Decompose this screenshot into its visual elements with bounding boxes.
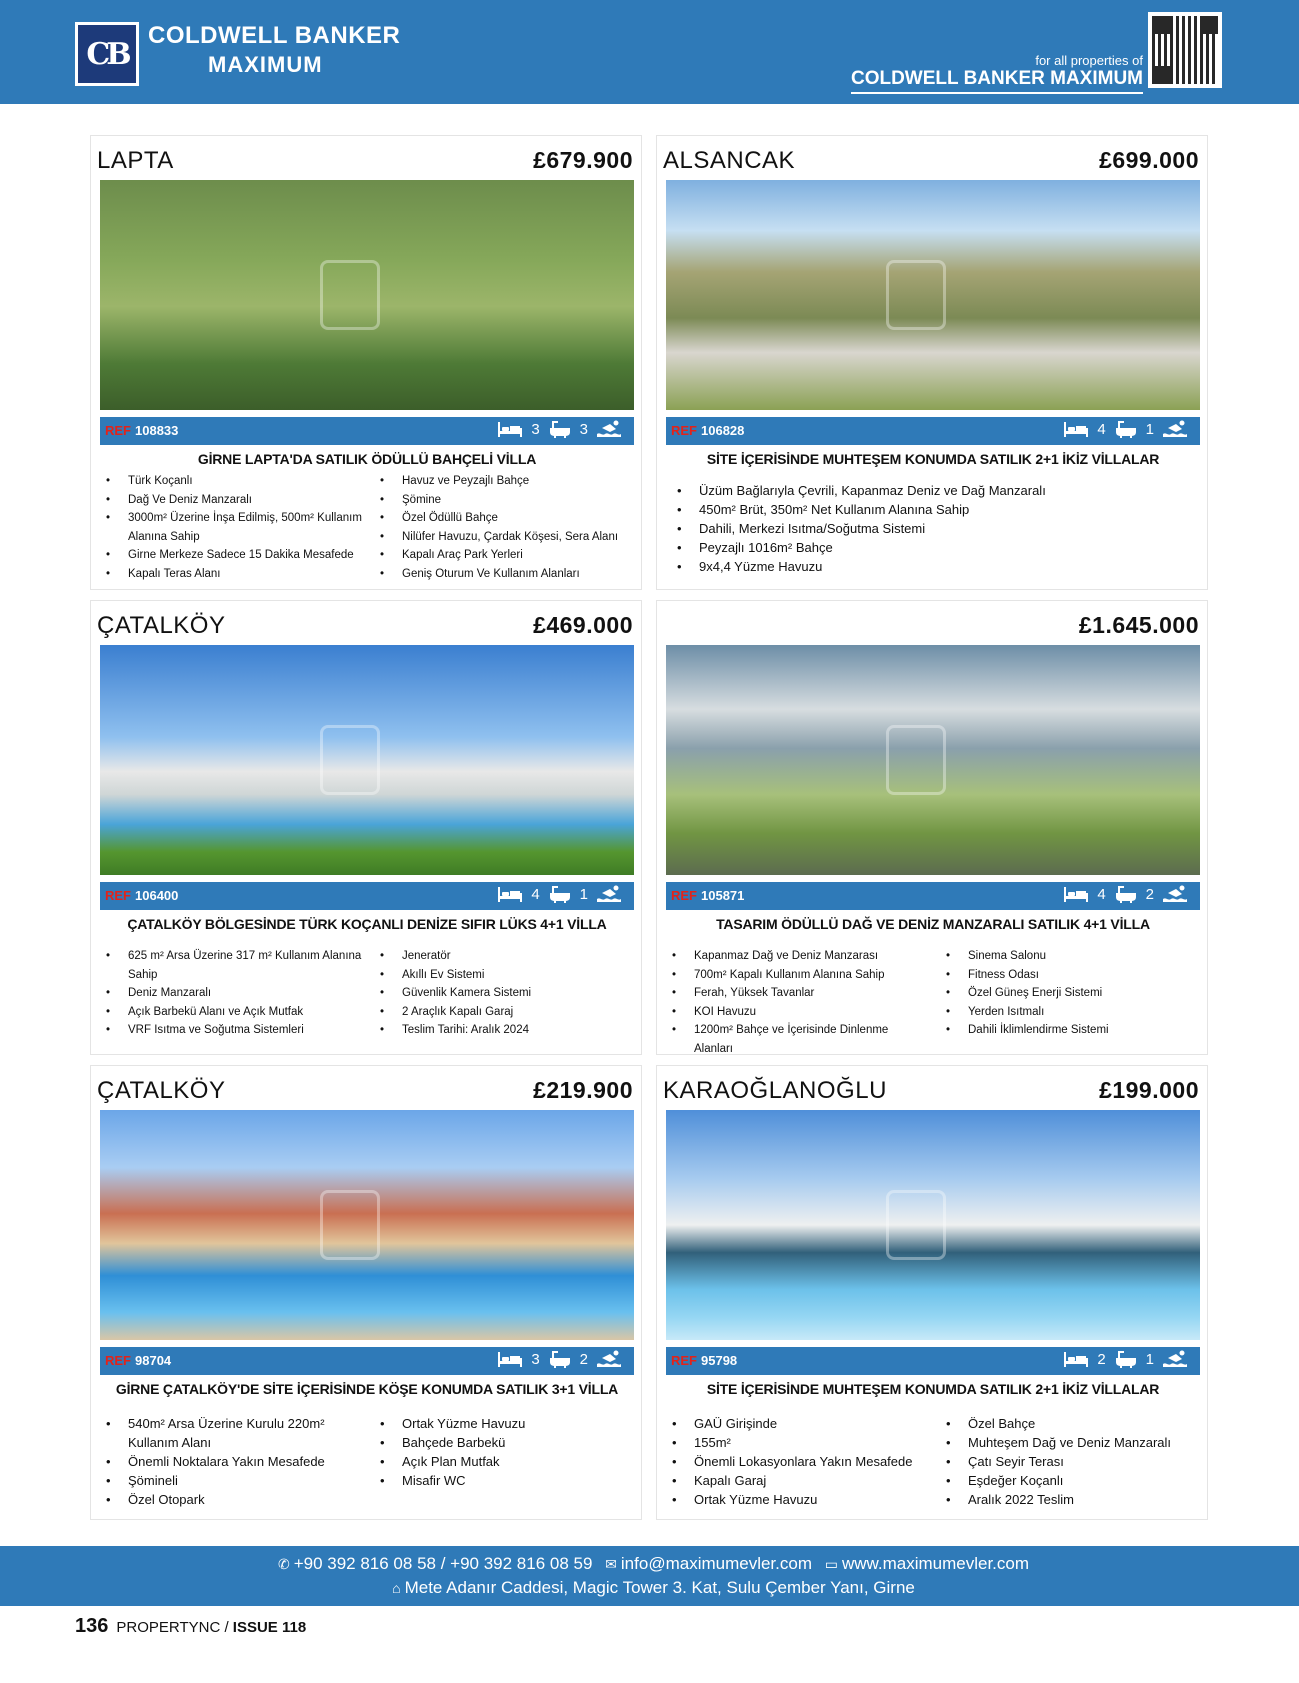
feature-item: • Muhteşem Dağ ve Deniz Manzaralı	[940, 1433, 1202, 1452]
feature-list-right	[374, 1414, 636, 1490]
feature-list-right	[940, 1414, 1202, 1509]
location-icon: ⌂	[392, 1580, 401, 1596]
feature-item: • Şömine	[374, 491, 636, 510]
feature-list-left	[100, 1414, 362, 1509]
ref-bar	[100, 417, 634, 445]
feature-item: • Bahçede Barbekü	[374, 1433, 636, 1452]
footer-website[interactable]: www.maximumevler.com	[841, 1554, 1030, 1573]
listing-price: £679.900	[533, 147, 633, 173]
feature-item: • KOI Havuzu	[666, 1003, 928, 1022]
feature-item: • Dağ Ve Deniz Manzaralı	[100, 491, 362, 510]
pool-icon	[596, 1350, 624, 1368]
feature-list-left	[100, 947, 362, 1040]
coldwell-banker-logo: CB	[75, 22, 139, 86]
phone-icon: ✆	[277, 1556, 290, 1572]
ref-number: 108833	[135, 423, 179, 438]
feature-item: • Dahili İklimlendirme Sistemi	[940, 1021, 1202, 1040]
listing-card[interactable]	[90, 135, 642, 590]
feature-item: • Önemli Lokasyonlara Yakın Mesafede	[666, 1452, 928, 1471]
bed-count: 4	[1097, 420, 1106, 438]
page-footer	[75, 1615, 306, 1638]
listing-location: ÇATALKÖY	[97, 612, 226, 639]
brand-name: COLDWELL BANKER	[148, 22, 401, 49]
feature-item: • Önemli Noktalara Yakın Mesafede	[100, 1452, 362, 1471]
ref-number: 106828	[701, 423, 745, 438]
listing-card[interactable]	[90, 600, 642, 1055]
monitor-icon: ▭	[824, 1556, 838, 1572]
feature-item: • Açık Barbekü Alanı ve Açık Mutfak	[100, 1003, 362, 1022]
issue-number: ISSUE 118	[232, 1619, 307, 1636]
listing-price: £199.000	[1099, 1077, 1199, 1103]
bath-count: 1	[579, 885, 588, 903]
bed-count: 4	[1097, 885, 1106, 903]
ref-bar	[666, 417, 1200, 445]
pool-icon	[1162, 1350, 1190, 1368]
header-tagline-brand: COLDWELL BANKER MAXIMUM	[851, 68, 1143, 94]
bath-count: 2	[1145, 885, 1154, 903]
listing-location: ALSANCAK	[663, 147, 796, 174]
feature-item: • 700m² Kapalı Kullanım Alanına Sahip	[666, 966, 928, 985]
property-photo[interactable]	[666, 1110, 1200, 1340]
ref-number: 106400	[135, 888, 179, 903]
listing-location: ÇATALKÖY	[97, 1077, 226, 1104]
listing-price: £1.645.000	[1078, 612, 1199, 638]
feature-item: • Dahili, Merkezi Isıtma/Soğutma Sistemi	[671, 519, 1191, 538]
bed-icon	[1063, 885, 1089, 903]
feature-item: • Şömineli	[100, 1471, 362, 1490]
feature-item: • Nilüfer Havuzu, Çardak Köşesi, Sera Alanı	[374, 528, 636, 547]
feature-item: • 1200m² Bahçe ve İçerisinde Dinlenme Alanları	[666, 1021, 928, 1058]
bed-icon	[497, 420, 523, 438]
bed-icon	[1063, 420, 1089, 438]
property-photo[interactable]	[100, 645, 634, 875]
feature-item: • Deniz Manzaralı	[100, 984, 362, 1003]
feature-item: • Akıllı Ev Sistemi	[374, 966, 636, 985]
listing-title: ÇATALKÖY BÖLGESİNDE TÜRK KOÇANLI DENİZE SIFIR LÜKS 4+1 VİLLA	[127, 916, 607, 932]
watermark-logo	[886, 1190, 946, 1260]
listing-location: KARAOĞLANOĞLU	[663, 1077, 887, 1104]
bath-icon	[548, 885, 572, 903]
contact-footer	[0, 1546, 1299, 1606]
bed-icon	[497, 885, 523, 903]
listing-location: LAPTA	[97, 147, 174, 174]
bed-count: 3	[531, 1350, 540, 1368]
feature-item: • 3000m² Üzerine İnşa Edilmiş, 500m² Kullanım Alanına Sahip	[100, 509, 362, 546]
email-icon: ✉	[605, 1556, 617, 1572]
footer-email[interactable]: info@maximumevler.com	[620, 1554, 812, 1573]
brand-subname: MAXIMUM	[208, 52, 323, 77]
feature-item: • Ortak Yüzme Havuzu	[374, 1414, 636, 1433]
feature-item: • Yerden Isıtmalı	[940, 1003, 1202, 1022]
feature-item: • Açık Plan Mutfak	[374, 1452, 636, 1471]
feature-list-left	[100, 472, 362, 583]
footer-phone[interactable]: +90 392 816 08 58 / +90 392 816 08 59	[293, 1554, 593, 1573]
ref-bar	[100, 1347, 634, 1375]
property-photo[interactable]	[100, 1110, 634, 1340]
feature-item: • Kapalı Teras Alanı	[100, 565, 362, 584]
listing-card[interactable]	[656, 600, 1208, 1055]
feature-item: • 540m² Arsa Üzerine Kurulu 220m² Kullanım Alanı	[100, 1414, 362, 1452]
feature-list-right	[374, 947, 636, 1040]
footer-address: Mete Adanır Caddesi, Magic Tower 3. Kat, Sulu Çember Yanı, Girne	[404, 1578, 915, 1597]
feature-item: • 155m²	[666, 1433, 928, 1452]
feature-item: • Kapanmaz Dağ ve Deniz Manzarası	[666, 947, 928, 966]
feature-item: • GAÜ Girişinde	[666, 1414, 928, 1433]
feature-item: • Havuz ve Peyzajlı Bahçe	[374, 472, 636, 491]
bath-icon	[548, 1350, 572, 1368]
watermark-logo	[320, 725, 380, 795]
bed-count: 4	[531, 885, 540, 903]
feature-item: • Peyzajlı 1016m² Bahçe	[671, 538, 1191, 557]
watermark-logo	[320, 1190, 380, 1260]
feature-list-left	[666, 1414, 928, 1509]
ref-number: 95798	[701, 1353, 738, 1368]
bed-icon	[1063, 1350, 1089, 1368]
ref-label: REF	[105, 888, 131, 903]
feature-item: • Jeneratör	[374, 947, 636, 966]
listing-price: £699.000	[1099, 147, 1199, 173]
pool-icon	[596, 885, 624, 903]
feature-list-right	[374, 472, 636, 583]
watermark-logo	[886, 725, 946, 795]
listing-price: £469.000	[533, 612, 633, 638]
property-photo[interactable]	[666, 645, 1200, 875]
bath-icon	[1114, 1350, 1138, 1368]
listing-card[interactable]	[656, 135, 1208, 590]
listing-title: GİRNE LAPTA'DA SATILIK ÖDÜLLÜ BAHÇELİ VİLLA	[197, 451, 537, 467]
feature-item: • Özel Bahçe	[940, 1414, 1202, 1433]
feature-item: • Sinema Salonu	[940, 947, 1202, 966]
listing-title: TASARIM ÖDÜLLÜ DAĞ VE DENİZ MANZARALI SATILIK 4+1 VİLLA	[716, 916, 1150, 932]
ref-bar	[666, 882, 1200, 910]
bath-count: 1	[1145, 1350, 1154, 1368]
feature-item: • Girne Merkeze Sadece 15 Dakika Mesafede	[100, 546, 362, 565]
feature-item: • Ferah, Yüksek Tavanlar	[666, 984, 928, 1003]
listing-title: SİTE İÇERİSİNDE MUHTEŞEM KONUMDA SATILIK 2+1 İKİZ VİLLALAR	[706, 1381, 1160, 1397]
feature-item: • Aralık 2022 Teslim	[940, 1490, 1202, 1509]
listing-title: GİRNE ÇATALKÖY'DE SİTE İÇERİSİNDE KÖŞE KONUMDA SATILIK 3+1 VİLLA	[115, 1381, 619, 1397]
publication-name: PROPERTYNC /	[116, 1619, 229, 1636]
bath-icon	[548, 420, 572, 438]
bath-count: 3	[579, 420, 588, 438]
qr-code[interactable]	[1148, 12, 1222, 88]
bath-icon	[1114, 420, 1138, 438]
feature-item: • 450m² Brüt, 350m² Net Kullanım Alanına Sahip	[671, 500, 1191, 519]
listing-price: £219.900	[533, 1077, 633, 1103]
ref-label: REF	[105, 423, 131, 438]
feature-list-right	[940, 947, 1202, 1040]
feature-item: • Geniş Oturum Ve Kullanım Alanları	[374, 565, 636, 584]
listing-card[interactable]	[656, 1065, 1208, 1520]
listing-title: SİTE İÇERİSİNDE MUHTEŞEM KONUMDA SATILIK 2+1 İKİZ VİLLALAR	[706, 451, 1160, 467]
bed-icon	[497, 1350, 523, 1368]
bed-count: 3	[531, 420, 540, 438]
pool-icon	[1162, 885, 1190, 903]
feature-list-left	[666, 947, 928, 1058]
feature-item: • 9x4,4 Yüzme Havuzu	[671, 557, 1191, 576]
feature-item: • Üzüm Bağlarıyla Çevrili, Kapanmaz Deniz ve Dağ Manzaralı	[671, 481, 1191, 500]
feature-item: • Misafir WC	[374, 1471, 636, 1490]
page-number: 136	[75, 1615, 109, 1637]
feature-item: • Güvenlik Kamera Sistemi	[374, 984, 636, 1003]
feature-item: • Çatı Seyir Terası	[940, 1452, 1202, 1471]
feature-item: • Teslim Tarihi: Aralık 2024	[374, 1021, 636, 1040]
feature-item: • 625 m² Arsa Üzerine 317 m² Kullanım Alanına Sahip	[100, 947, 362, 984]
property-photo[interactable]	[100, 180, 634, 410]
watermark-logo	[886, 260, 946, 330]
ref-label: REF	[671, 888, 697, 903]
ref-number: 98704	[135, 1353, 172, 1368]
bed-count: 2	[1097, 1350, 1106, 1368]
feature-list	[671, 481, 1191, 576]
property-photo[interactable]	[666, 180, 1200, 410]
ref-number: 105871	[701, 888, 745, 903]
bath-count: 2	[579, 1350, 588, 1368]
feature-item: • 2 Araçlık Kapalı Garaj	[374, 1003, 636, 1022]
feature-item: • VRF Isıtma ve Soğutma Sistemleri	[100, 1021, 362, 1040]
feature-item: • Özel Ödüllü Bahçe	[374, 509, 636, 528]
page-header	[0, 0, 1299, 104]
bath-icon	[1114, 885, 1138, 903]
feature-item: • Ortak Yüzme Havuzu	[666, 1490, 928, 1509]
feature-item: • Özel Güneş Enerji Sistemi	[940, 984, 1202, 1003]
ref-bar	[100, 882, 634, 910]
pool-icon	[1162, 420, 1190, 438]
bath-count: 1	[1145, 420, 1154, 438]
ref-label: REF	[671, 423, 697, 438]
header-tagline: for all properties of	[1035, 53, 1143, 68]
watermark-logo	[320, 260, 380, 330]
listing-card[interactable]	[90, 1065, 642, 1520]
feature-item: • Kapalı Garaj	[666, 1471, 928, 1490]
feature-item: • Fitness Odası	[940, 966, 1202, 985]
feature-item: • Türk Koçanlı	[100, 472, 362, 491]
feature-item: • Kapalı Araç Park Yerleri	[374, 546, 636, 565]
feature-item: • Özel Otopark	[100, 1490, 362, 1509]
feature-item: • Eşdeğer Koçanlı	[940, 1471, 1202, 1490]
ref-bar	[666, 1347, 1200, 1375]
ref-label: REF	[671, 1353, 697, 1368]
pool-icon	[596, 420, 624, 438]
ref-label: REF	[105, 1353, 131, 1368]
